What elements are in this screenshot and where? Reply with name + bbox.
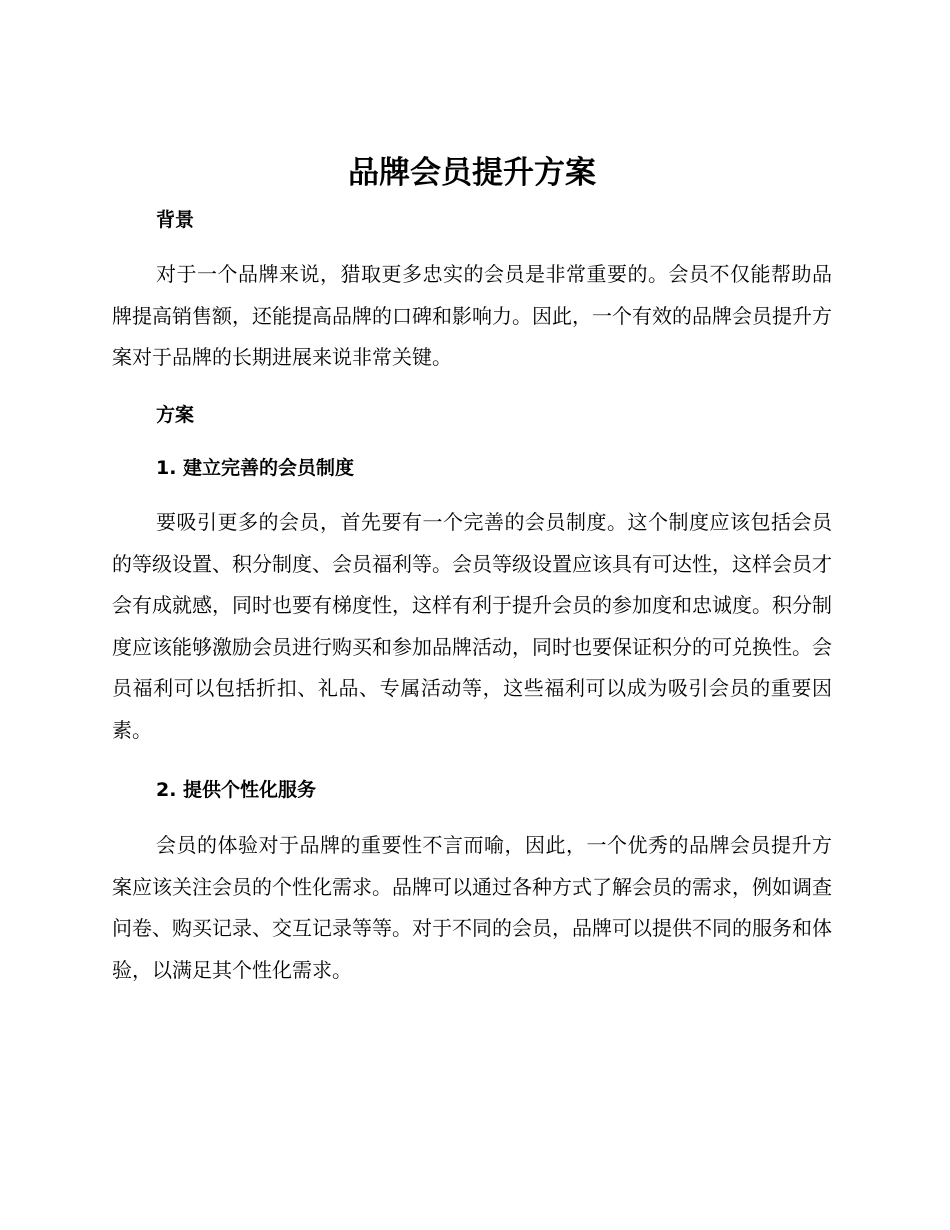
section-heading-background: 背景 [156, 209, 195, 231]
plan-item-2-heading: 2. 提供个性化服务 [156, 779, 317, 801]
plan-item-1-heading: 1. 建立完善的会员制度 [156, 457, 355, 479]
document-title: 品牌会员提升方案 [348, 155, 596, 191]
plan-item-1-paragraph: 要吸引更多的会员，首先要有一个完善的会员制度。这个制度应该包括会员的等级设置、积分制度、会员福利等。会员等级设置应该具有可达性，这样会员才会有成就感，同时也要有梯度性，这样有利于提升会员的参加度和忠诚度。积分制度应该能够激励会员进行购买和参加品牌活动，同时也要保证积分的可兑换性。会员福利可以包括折扣、礼品、专属活动等，这些福利可以成为吸引会员的重要因素。 [112, 510, 832, 742]
plan-item-2-paragraph: 会员的体验对于品牌的重要性不言而喻，因此，一个优秀的品牌会员提升方案应该关注会员的个性化需求。品牌可以通过各种方式了解会员的需求，例如调查问卷、购买记录、交互记录等等。对于不同的会员，品牌可以提供不同的服务和体验，以满足其个性化需求。 [112, 833, 832, 982]
section-heading-plan: 方案 [156, 404, 195, 426]
background-paragraph: 对于一个品牌来说，猎取更多忠实的会员是非常重要的。会员不仅能帮助品牌提高销售额，还能提高品牌的口碑和影响力。因此，一个有效的品牌会员提升方案对于品牌的长期进展来说非常关键。 [112, 262, 832, 369]
